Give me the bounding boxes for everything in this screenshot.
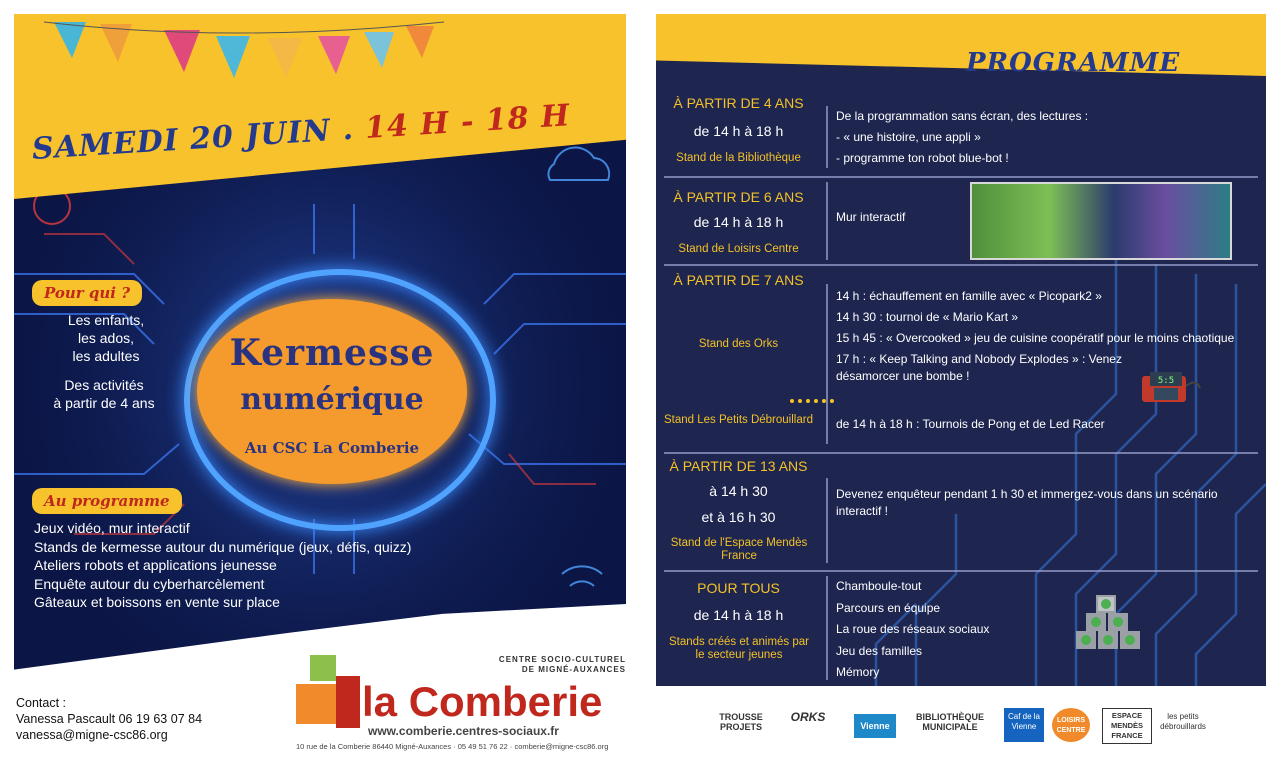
- vertical-divider: [826, 106, 828, 168]
- age-4: À PARTIR DE 4 ANS: [673, 95, 804, 111]
- pour-qui-tag: Pour qui ?: [34, 282, 140, 304]
- audience-list: Les enfants, les ados, les adultes: [67, 312, 145, 364]
- age-tous: POUR TOUS: [697, 580, 780, 596]
- divider: [664, 176, 1258, 178]
- svg-text:5:5: 5:5: [1157, 376, 1175, 386]
- logo-square-orange: [296, 684, 336, 724]
- programme-list: [34, 519, 534, 612]
- vertical-divider: [826, 284, 828, 444]
- divider: [664, 570, 1258, 572]
- chamboule-cubes-icon: [1076, 593, 1140, 651]
- partner-espace-mendes-france: ESPACE MENDÈS FRANCE: [1102, 708, 1152, 744]
- desc-4: De la programmation sans écran, des lectures : - « une histoire, une appli » - programme ton robot blue-bot !: [836, 109, 1089, 165]
- list-item: Ateliers robots et applications jeunesse: [34, 557, 277, 573]
- logo-url[interactable]: www.comberie.centres-sociaux.fr: [368, 724, 559, 738]
- stand-orks: Stand des Orks: [698, 338, 779, 350]
- partner-vienne: Vienne: [854, 714, 896, 738]
- contact-label: Contact :: [16, 696, 67, 710]
- partner-loisirs-centre: LOISIRS CENTRE: [1052, 708, 1090, 742]
- hours-13-a: à 14 h 30: [709, 483, 768, 499]
- bunting: [14, 14, 626, 94]
- list-item: Stands de kermesse autour du numérique (jeux, défis, quizz): [34, 538, 412, 555]
- partner-caf: Caf de la Vienne: [1004, 708, 1044, 742]
- logo-square-green: [310, 655, 336, 681]
- hours-13-b: et à 16 h 30: [701, 509, 776, 525]
- title-kermesse: Kermesse: [229, 332, 435, 374]
- desc-13: Devenez enquêteur pendant 1 h 30 et immergez-vous dans un scénario interactif !: [836, 487, 1218, 518]
- event-time: 14 H - 18 H: [364, 98, 572, 147]
- desc-tous: Chamboule-tout Parcours en équipe La roue des réseaux sociaux Jeu des familles Mémory: [836, 579, 990, 679]
- age-6: À PARTIR DE 6 ANS: [673, 189, 804, 205]
- vertical-divider: [826, 478, 828, 563]
- divider: [664, 452, 1258, 454]
- hours-tous: de 14 h à 18 h: [693, 607, 784, 623]
- age-7: À PARTIR DE 7 ANS: [673, 272, 804, 288]
- programme-panel: [656, 14, 1266, 686]
- event-date: SAMEDI 20 JUIN . 14 H - 18 H: [30, 98, 572, 167]
- divider: [664, 264, 1258, 266]
- hours-4: de 14 h à 18 h: [693, 123, 784, 139]
- title-numerique: numérique: [240, 382, 424, 417]
- age-13: À PARTIR DE 13 ANS: [669, 458, 808, 474]
- partner-orks: ORKS: [790, 710, 826, 724]
- list-item: Gâteaux et boissons en vente sur place: [34, 594, 280, 610]
- contact-phone: Vanessa Pascault 06 19 63 07 84: [16, 712, 203, 726]
- flyer-left: [14, 14, 626, 686]
- desc-7: 14 h : échauffement en famille avec « Picopark2 » 14 h 30 : tournoi de « Mario Kart » 15 h 45 : « Overcooked » jeu de cuisine coopératif pour le moins chaotique 17 h : « Keep Talking and Nobody Explodes » : Venez désamorcer une bombe !: [836, 289, 1235, 383]
- title-place: Au CSC La Comberie: [244, 439, 420, 457]
- programme-title: PROGRAMME: [966, 48, 1181, 78]
- logo-line2: DE MIGNÉ-AUXANCES: [521, 665, 626, 674]
- list-item: Jeux vidéo, mur interactif: [34, 520, 190, 536]
- age-info: Des activités à partir de 4 ans: [53, 377, 155, 411]
- vertical-divider: [826, 576, 828, 680]
- contact-email: vanessa@migne-csc86.org: [16, 728, 168, 742]
- partner-bibliotheque: BIBLIOTHÈQUE MUNICIPALE: [915, 712, 984, 732]
- stand-secteur-jeunes: Stands créés et animés par le secteur jeunes: [669, 636, 809, 661]
- list-item: Enquête autour du cyberharcèlement: [34, 575, 265, 592]
- stand-bibliotheque: Stand de la Bibliothèque: [676, 152, 801, 164]
- desc-pong: de 14 h à 18 h : Tournois de Pong et de Led Racer: [836, 417, 1105, 431]
- contact-block: [16, 695, 202, 743]
- bomb-icon: [1140, 368, 1204, 408]
- stand-loisirs-centre: Stand de Loisirs Centre: [678, 243, 799, 255]
- logo-name: la Comberie: [362, 678, 603, 725]
- partner-trousse-projets: TROUSSE PROJETS: [719, 712, 763, 732]
- logo-address: 10 rue de la Comberie 86440 Migné-Auxances · 05 49 51 76 22 · comberie@migne-csc86.org: [296, 742, 609, 751]
- logo-bar-red: [336, 676, 360, 728]
- logo-line1: CENTRE SOCIO-CULTUREL: [498, 655, 626, 664]
- desc-6: Mur interactif: [836, 210, 906, 224]
- partner-petits-debrouillards: les petits débrouillards: [1160, 712, 1206, 731]
- stand-espace-mendes-france: Stand de l'Espace Mendès France: [670, 537, 808, 562]
- mur-interactif-photo: [970, 182, 1232, 260]
- au-programme-tag: Au programme: [34, 490, 180, 512]
- vertical-divider: [826, 182, 828, 260]
- stand-petits-debrouillard: Stand Les Petits Débrouillard: [664, 414, 813, 426]
- hours-6: de 14 h à 18 h: [693, 214, 784, 230]
